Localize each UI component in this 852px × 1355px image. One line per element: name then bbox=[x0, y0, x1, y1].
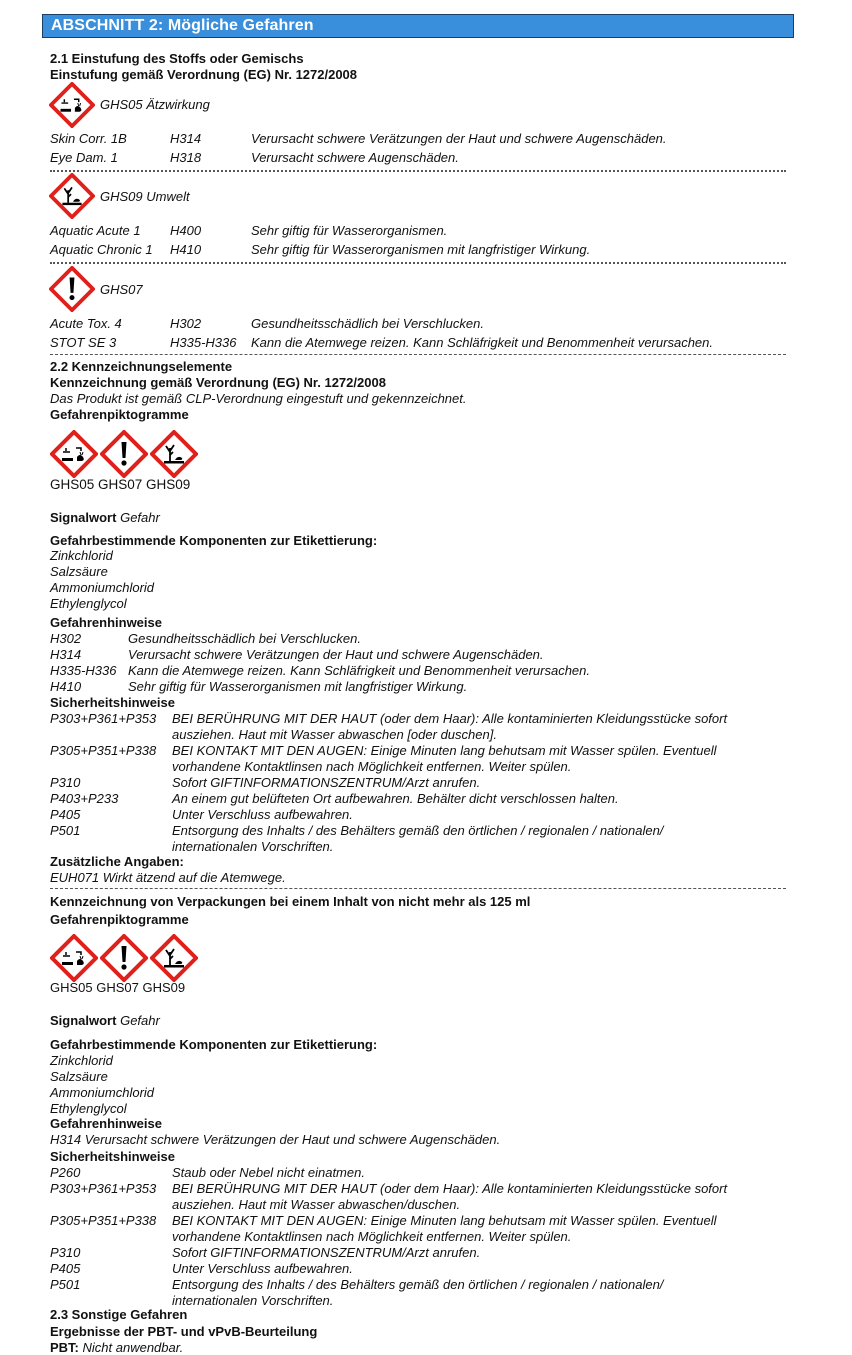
precaution-code: P310 bbox=[50, 775, 81, 790]
hazard-text: Kann die Atemwege reizen. Kann Schläfrigkeit und Benommenheit verursachen. bbox=[251, 335, 714, 350]
precaution-text: BEI BERÜHRUNG MIT DER HAUT (oder dem Haar): Alle kontaminierten Kleidungsstücke sofort bbox=[172, 711, 728, 726]
precaution-code: P310 bbox=[50, 1245, 81, 1260]
environment-icon bbox=[150, 430, 198, 478]
hazard-code: H314 bbox=[50, 647, 82, 662]
corrosion-icon bbox=[50, 934, 98, 982]
hazard-text: Gesundheitsschädlich bei Verschlucken. bbox=[128, 631, 361, 646]
hazard-text: Sehr giftig für Wasserorganismen mit langfristiger Wirkung. bbox=[128, 679, 468, 694]
precaution-text: vorhandene Kontaktlinsen nach Möglichkeit entfernen. Weiter spülen. bbox=[172, 759, 572, 774]
precaution-text: ausziehen. Haut mit Wasser abwaschen [oder duschen]. bbox=[172, 727, 497, 742]
additional-info-heading: Zusätzliche Angaben: bbox=[50, 854, 184, 869]
exclamation-icon bbox=[100, 430, 148, 478]
hazard-text: Verursacht schwere Augenschäden. bbox=[251, 150, 459, 165]
subsection-title-2-3: 2.3 Sonstige Gefahren bbox=[50, 1307, 188, 1322]
hazard-class: Skin Corr. 1B bbox=[50, 131, 127, 146]
hazard-text: Kann die Atemwege reizen. Kann Schläfrigkeit und Benommenheit verursachen. bbox=[128, 663, 591, 678]
hazard-class: Aquatic Acute 1 bbox=[50, 223, 141, 238]
precaution-text: Entsorgung des Inhalts / des Behälters gemäß den örtlichen / regionalen / nationalen/ bbox=[172, 823, 664, 838]
hazard-class: STOT SE 3 bbox=[50, 335, 117, 350]
hazard-statements-heading: Gefahrenhinweise bbox=[50, 1116, 162, 1131]
components-heading: Gefahrbestimmende Komponenten zur Etikettierung: bbox=[50, 1037, 378, 1052]
hazard-code: H302 bbox=[50, 631, 82, 646]
component-item: Salzsäure bbox=[50, 564, 108, 579]
precaution-text: BEI KONTAKT MIT DEN AUGEN: Einige Minuten lang behutsam mit Wasser spülen. Eventuell bbox=[172, 743, 717, 758]
pictogram-label: GHS05 Ätzwirkung bbox=[100, 97, 210, 112]
pictogram-label: GHS07 bbox=[100, 282, 143, 297]
signal-word bbox=[50, 1013, 160, 1028]
component-item: Ethylenglycol bbox=[50, 1101, 127, 1116]
component-item: Ethylenglycol bbox=[50, 596, 127, 611]
dotted-divider bbox=[50, 170, 786, 172]
precaution-code: P501 bbox=[50, 823, 81, 838]
hazard-code: H410 bbox=[170, 242, 202, 257]
dashed-divider bbox=[50, 354, 786, 355]
precaution-code: P501 bbox=[50, 1277, 81, 1292]
component-item: Ammoniumchlorid bbox=[50, 580, 155, 595]
pbt-assessment-heading: Ergebnisse der PBT- und vPvB-Beurteilung bbox=[50, 1324, 318, 1339]
precaution-code: P405 bbox=[50, 807, 81, 822]
precaution-text: BEI KONTAKT MIT DEN AUGEN: Einige Minuten lang behutsam mit Wasser spülen. Eventuell bbox=[172, 1213, 717, 1228]
precautions-heading: Sicherheitshinweise bbox=[50, 695, 175, 710]
precautions-heading: Sicherheitshinweise bbox=[50, 1149, 175, 1164]
precaution-text: Unter Verschluss aufbewahren. bbox=[172, 807, 353, 822]
component-item: Ammoniumchlorid bbox=[50, 1085, 155, 1100]
component-item: Zinkchlorid bbox=[50, 1053, 113, 1068]
hazard-code: H302 bbox=[170, 316, 202, 331]
precaution-text: Unter Verschluss aufbewahren. bbox=[172, 1261, 353, 1276]
precaution-code: P305+P351+P338 bbox=[50, 743, 157, 758]
precaution-code: P303+P361+P353 bbox=[50, 1181, 157, 1196]
hazard-statements-heading: Gefahrenhinweise bbox=[50, 615, 162, 630]
hazard-code: H410 bbox=[50, 679, 82, 694]
precaution-text: internationalen Vorschriften. bbox=[172, 839, 334, 854]
hazard-class: Aquatic Chronic 1 bbox=[50, 242, 153, 257]
environment-icon bbox=[150, 934, 198, 982]
signal-word-label: Signalwort bbox=[50, 1013, 117, 1028]
pictogram-codes: GHS05 GHS07 GHS09 bbox=[50, 980, 186, 995]
additional-info-text: EUH071 Wirkt ätzend auf die Atemwege. bbox=[50, 870, 286, 885]
corrosion-icon bbox=[50, 430, 98, 478]
precaution-text: Entsorgung des Inhalts / des Behälters gemäß den örtlichen / regionalen / nationalen/ bbox=[172, 1277, 664, 1292]
environment-icon bbox=[49, 173, 95, 219]
section-title: ABSCHNITT 2: Mögliche Gefahren bbox=[51, 17, 314, 34]
precaution-text: Sofort GIFTINFORMATIONSZENTRUM/Arzt anrufen. bbox=[172, 1245, 481, 1260]
hazard-code: H314 bbox=[170, 131, 202, 146]
pictogram-label: GHS09 Umwelt bbox=[100, 189, 190, 204]
signal-word-value: Gefahr bbox=[120, 510, 160, 525]
dotted-divider bbox=[50, 262, 786, 264]
hazard-code: H400 bbox=[170, 223, 202, 238]
hazard-code: H335-H336 bbox=[50, 663, 117, 678]
precaution-text: ausziehen. Haut mit Wasser abwaschen/duschen. bbox=[172, 1197, 461, 1212]
components-heading: Gefahrbestimmende Komponenten zur Etikettierung: bbox=[50, 533, 378, 548]
hazard-code: H318 bbox=[170, 150, 202, 165]
precaution-text: vorhandene Kontaktlinsen nach Möglichkeit entfernen. Weiter spülen. bbox=[172, 1229, 572, 1244]
precaution-code: P303+P361+P353 bbox=[50, 711, 157, 726]
pictograms-heading: Gefahrenpiktogramme bbox=[50, 407, 189, 422]
corrosion-icon bbox=[49, 82, 95, 128]
hazard-text: Verursacht schwere Verätzungen der Haut und schwere Augenschäden. bbox=[251, 131, 667, 146]
pbt-result bbox=[50, 1340, 183, 1355]
section-header bbox=[42, 14, 794, 38]
hazard-text: Sehr giftig für Wasserorganismen. bbox=[251, 223, 448, 238]
precaution-text: An einem gut belüfteten Ort aufbewahren. Behälter dicht verschlossen halten. bbox=[172, 791, 619, 806]
precaution-code: P403+P233 bbox=[50, 791, 119, 806]
precaution-code: P260 bbox=[50, 1165, 81, 1180]
pbt-label: PBT: bbox=[50, 1340, 79, 1355]
pbt-value: Nicht anwendbar. bbox=[82, 1340, 184, 1355]
precaution-text: BEI BERÜHRUNG MIT DER HAUT (oder dem Haar): Alle kontaminierten Kleidungsstücke sofort bbox=[172, 1181, 728, 1196]
subsection-title-2-1: 2.1 Einstufung des Stoffs oder Gemischs bbox=[50, 51, 304, 66]
labelling-note: Das Produkt ist gemäß CLP-Verordnung eingestuft und gekennzeichnet. bbox=[50, 391, 467, 406]
precaution-code: P405 bbox=[50, 1261, 81, 1276]
signal-word-value: Gefahr bbox=[120, 1013, 160, 1028]
pictograms-heading: Gefahrenpiktogramme bbox=[50, 912, 189, 927]
labelling-regulation: Kennzeichnung gemäß Verordnung (EG) Nr. 1272/2008 bbox=[50, 375, 386, 390]
classification-regulation: Einstufung gemäß Verordnung (EG) Nr. 1272/2008 bbox=[50, 67, 358, 82]
pictogram-codes: GHS05 GHS07 GHS09 bbox=[50, 477, 191, 492]
hazard-class: Acute Tox. 4 bbox=[50, 316, 122, 331]
signal-word bbox=[50, 510, 160, 525]
hazard-text: Sehr giftig für Wasserorganismen mit langfristiger Wirkung. bbox=[251, 242, 591, 257]
subsection-title-2-2: 2.2 Kennzeichnungselemente bbox=[50, 359, 233, 374]
precaution-text: internationalen Vorschriften. bbox=[172, 1293, 334, 1308]
hazard-text: Gesundheitsschädlich bei Verschlucken. bbox=[251, 316, 484, 331]
precaution-code: P305+P351+P338 bbox=[50, 1213, 157, 1228]
hazard-text: Verursacht schwere Verätzungen der Haut und schwere Augenschäden. bbox=[128, 647, 544, 662]
precaution-text: Staub oder Nebel nicht einatmen. bbox=[172, 1165, 365, 1180]
precaution-text: Sofort GIFTINFORMATIONSZENTRUM/Arzt anrufen. bbox=[172, 775, 481, 790]
small-packaging-title: Kennzeichnung von Verpackungen bei einem Inhalt von nicht mehr als 125 ml bbox=[50, 894, 531, 909]
exclamation-icon bbox=[100, 934, 148, 982]
component-item: Zinkchlorid bbox=[50, 548, 113, 563]
signal-word-label: Signalwort bbox=[50, 510, 117, 525]
hazard-statement: H314 Verursacht schwere Verätzungen der Haut und schwere Augenschäden. bbox=[50, 1132, 501, 1147]
hazard-code: H335-H336 bbox=[170, 335, 237, 350]
dashed-divider bbox=[50, 888, 786, 889]
exclamation-icon bbox=[49, 266, 95, 312]
component-item: Salzsäure bbox=[50, 1069, 108, 1084]
hazard-class: Eye Dam. 1 bbox=[50, 150, 118, 165]
